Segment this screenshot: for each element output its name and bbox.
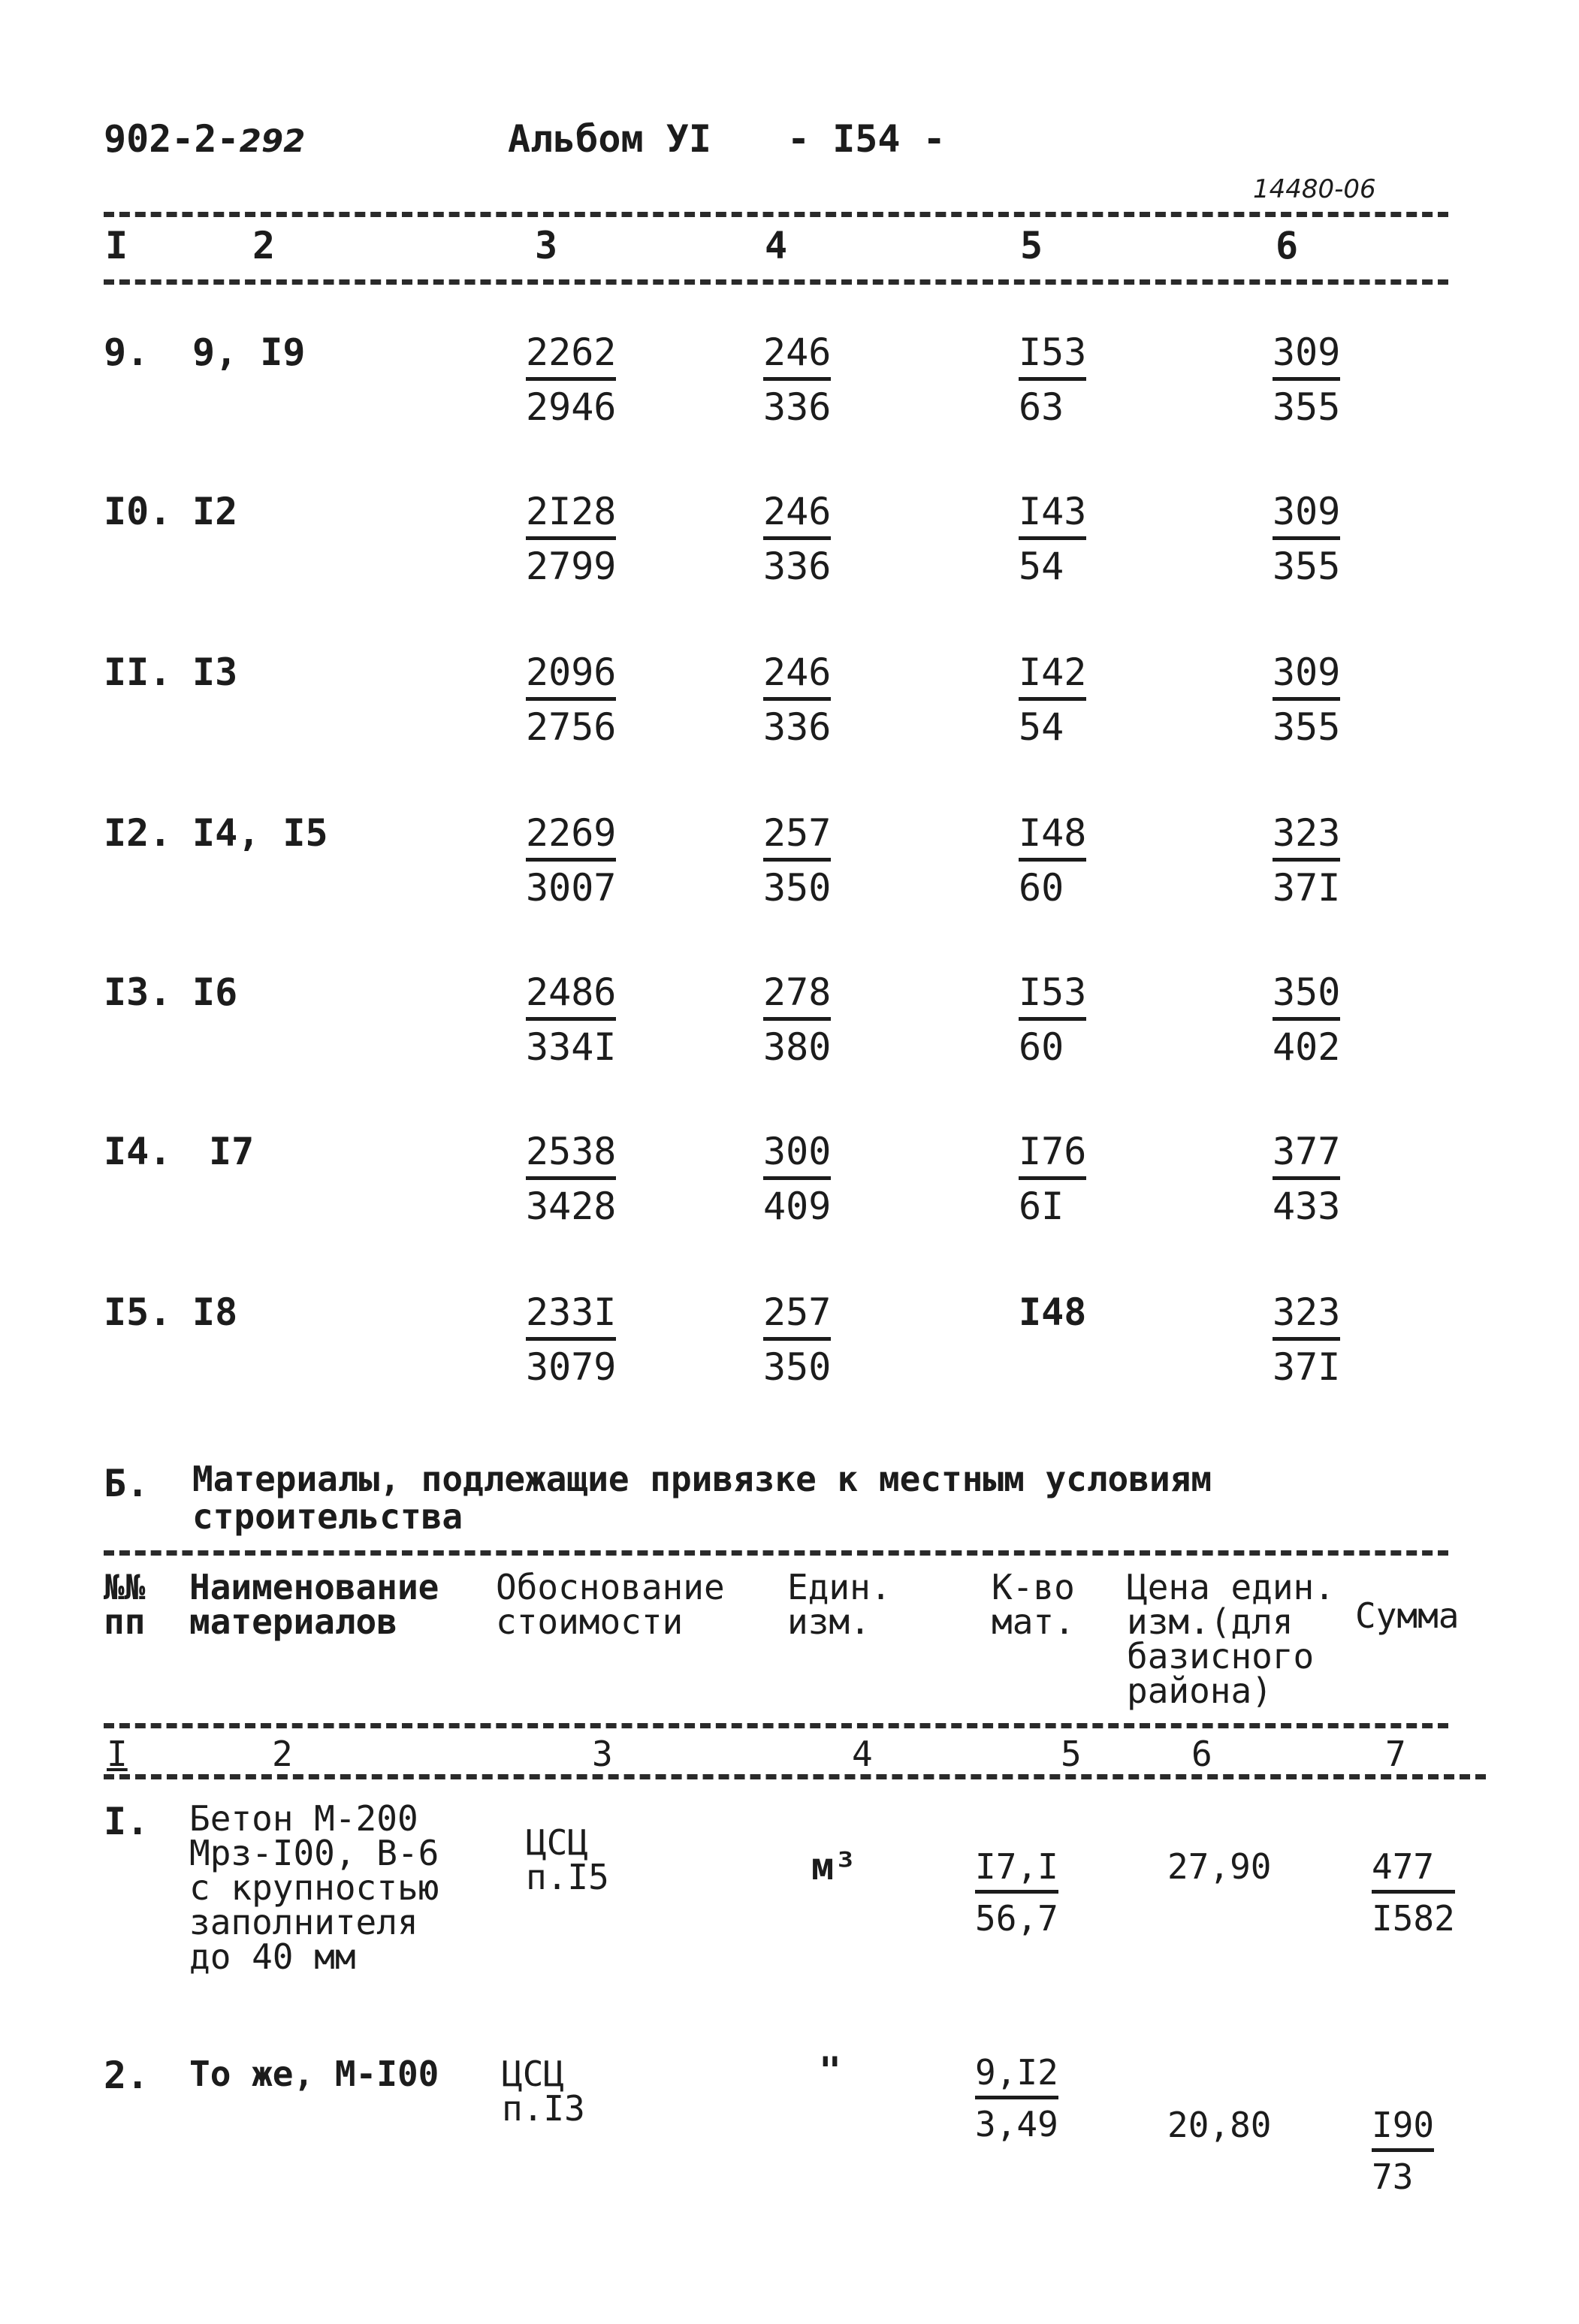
fraction-col-4 [763,811,832,910]
numerator: 350 [1273,973,1340,1021]
numerator: 9,I2 [975,2055,1058,2099]
col-header-quantity: К-во мат. [992,1567,1075,1642]
denominator: 54 [1019,545,1064,588]
denominator: 380 [763,1025,832,1069]
numerator: 2096 [526,653,616,701]
denominator: I582 [1372,1898,1455,1939]
unit-ditto: " [819,2049,842,2093]
table-a-col-1: I [105,224,128,267]
table-b-col-5: 5 [1061,1734,1082,1774]
cost-basis: ЦСЦ п.I5 [526,1822,609,1897]
document-code [104,117,306,161]
quantity-fraction [975,2052,1058,2144]
denominator: 409 [763,1185,832,1228]
fraction-col-6 [1273,650,1341,749]
numerator: I48 [1019,1290,1087,1334]
fraction-col-3 [526,330,617,429]
numerator: 309 [1273,493,1340,540]
col-header-number: №№ пп [104,1567,146,1642]
fraction-col-4 [763,330,832,429]
section-b-letter: Б. [104,1462,149,1505]
col-header-unit: Един. изм. [787,1567,892,1642]
col-header-name: Наименование материалов [189,1567,439,1642]
section-b-title-line1: Материалы, подлежащие привязке к местным условиям [192,1459,1212,1499]
quantity-fraction [975,1846,1058,1939]
row-number: II. [104,650,172,694]
numerator: I53 [1019,973,1086,1021]
denominator: 3079 [526,1345,617,1389]
denominator: 2946 [526,385,617,429]
numerator: 323 [1273,1293,1340,1341]
document-code-handwritten: 292 [239,122,306,159]
numerator: 477 [1372,1849,1455,1894]
denominator: 2756 [526,705,617,749]
numerator: I7,I [975,1849,1058,1894]
table-a-col-4: 4 [765,224,788,267]
row-number: 2. [104,2054,149,2097]
numerator: 323 [1273,814,1340,862]
numerator: I43 [1019,493,1086,540]
denominator: 60 [1019,1025,1064,1069]
sum-fraction [1372,2105,1435,2197]
fraction-col-6 [1273,970,1341,1069]
denominator: 73 [1372,2156,1414,2197]
denominator: 355 [1273,705,1341,749]
numerator: I90 [1372,2108,1434,2152]
denominator: 3007 [526,866,617,910]
denominator: 63 [1019,385,1064,429]
denominator: 350 [763,1345,832,1389]
fraction-col-6 [1273,1290,1341,1389]
table-b-header-rule [104,1723,1448,1728]
fraction-col-5 [1019,330,1087,429]
fraction-col-5 [1019,811,1087,910]
table-b-top-rule [104,1550,1448,1556]
fraction-col-3 [526,970,617,1069]
denominator: 56,7 [975,1898,1058,1939]
row-number: I0. [104,490,172,533]
numerator: 2I28 [526,493,616,540]
cost-basis: ЦСЦ п.I3 [502,2054,585,2129]
fraction-col-3 [526,811,617,910]
fraction-col-3 [526,650,617,749]
denominator: 60 [1019,866,1064,910]
numerator: 257 [763,814,831,862]
col-header-basis: Обоснование стоимости [496,1567,725,1642]
album-label: Альбом УI [508,117,711,161]
denominator: 6I [1019,1185,1064,1228]
numerator: 246 [763,653,831,701]
denominator: 54 [1019,705,1064,749]
numerator: 246 [763,493,831,540]
row-number: I5. [104,1290,172,1334]
fraction-col-4 [763,1130,832,1228]
row-ref: I4, I5 [192,811,328,855]
denominator: 402 [1273,1025,1341,1069]
unit-price: 20,80 [1167,2105,1272,2145]
table-b-col-6: 6 [1191,1734,1212,1774]
numerator: I48 [1019,814,1086,862]
row-number: I. [104,1800,149,1843]
numerator: 377 [1273,1133,1340,1180]
handwritten-stamp: 14480-06 [1253,174,1376,204]
table-a-col-6: 6 [1276,224,1299,267]
denominator: 355 [1273,545,1341,588]
numerator: 246 [763,334,831,381]
material-name: Бетон М-200 Мрз-I00, В-6 с крупностью заполнителя до 40 мм [189,1798,439,1977]
numerator: 2486 [526,973,616,1021]
unit: м³ [811,1845,857,1888]
row-ref: I2 [192,490,238,533]
value-col-5 [1019,1290,1087,1337]
table-b-col-7: 7 [1385,1734,1406,1774]
table-b-col-3: 3 [592,1734,613,1774]
fraction-col-6 [1273,490,1341,588]
denominator: 336 [763,705,832,749]
col-header-price: Цена един. изм.(для базисного района) [1127,1567,1335,1711]
fraction-col-6 [1273,1130,1341,1228]
denominator: 336 [763,385,832,429]
numerator: I42 [1019,653,1086,701]
numerator: 2262 [526,334,616,381]
fraction-col-3 [526,490,617,588]
denominator: 433 [1273,1185,1341,1228]
numerator: 300 [763,1133,831,1180]
denominator: 350 [763,866,832,910]
denominator: 3428 [526,1185,617,1228]
numerator: I76 [1019,1133,1086,1180]
numerator: 257 [763,1293,831,1341]
numerator: 309 [1273,334,1340,381]
fraction-col-4 [763,970,832,1069]
fraction-col-4 [763,490,832,588]
document-code-printed: 902-2- [104,117,240,161]
table-a-top-rule [104,212,1448,217]
row-number: I2. [104,811,172,855]
row-number: 9. [104,330,149,374]
page-number: - I54 - [787,117,946,161]
table-b-columns-rule [104,1774,1486,1779]
row-ref: I6 [192,970,238,1014]
col-header-sum: Сумма [1355,1595,1460,1636]
fraction-col-4 [763,1290,832,1389]
denominator: 37I [1273,866,1341,910]
denominator: 334I [526,1025,617,1069]
row-number: I3. [104,970,172,1014]
numerator: 2269 [526,814,616,862]
table-a-col-2: 2 [252,224,276,267]
row-ref: 9, I9 [192,330,306,374]
fraction-col-5 [1019,1130,1087,1228]
table-a-col-5: 5 [1020,224,1043,267]
fraction-col-6 [1273,330,1341,429]
table-b-col-4: 4 [852,1734,873,1774]
table-b-col-2: 2 [272,1734,293,1774]
denominator: 3,49 [975,2104,1058,2144]
material-name: То же, М-I00 [189,2054,439,2094]
section-b-title-line2: строительства [192,1496,463,1537]
denominator: 2799 [526,545,617,588]
row-ref: I7 [209,1130,255,1173]
fraction-col-5 [1019,970,1087,1069]
row-ref: I3 [192,650,238,694]
fraction-col-4 [763,650,832,749]
sum-fraction [1372,1846,1455,1939]
denominator: 37I [1273,1345,1341,1389]
table-a-col-3: 3 [535,224,558,267]
row-ref: I8 [192,1290,238,1334]
table-a-header-rule [104,279,1448,285]
denominator: 355 [1273,385,1341,429]
numerator: I53 [1019,334,1086,381]
row-number: I4. [104,1130,172,1173]
fraction-col-3 [526,1290,617,1389]
numerator: 233I [526,1293,616,1341]
fraction-col-6 [1273,811,1341,910]
numerator: 309 [1273,653,1340,701]
unit-price: 27,90 [1167,1846,1272,1887]
fraction-col-5 [1019,650,1087,749]
numerator: 2538 [526,1133,616,1180]
denominator: 336 [763,545,832,588]
fraction-col-3 [526,1130,617,1228]
table-b-col-1: I [107,1734,128,1774]
numerator: 278 [763,973,831,1021]
fraction-col-5 [1019,490,1087,588]
